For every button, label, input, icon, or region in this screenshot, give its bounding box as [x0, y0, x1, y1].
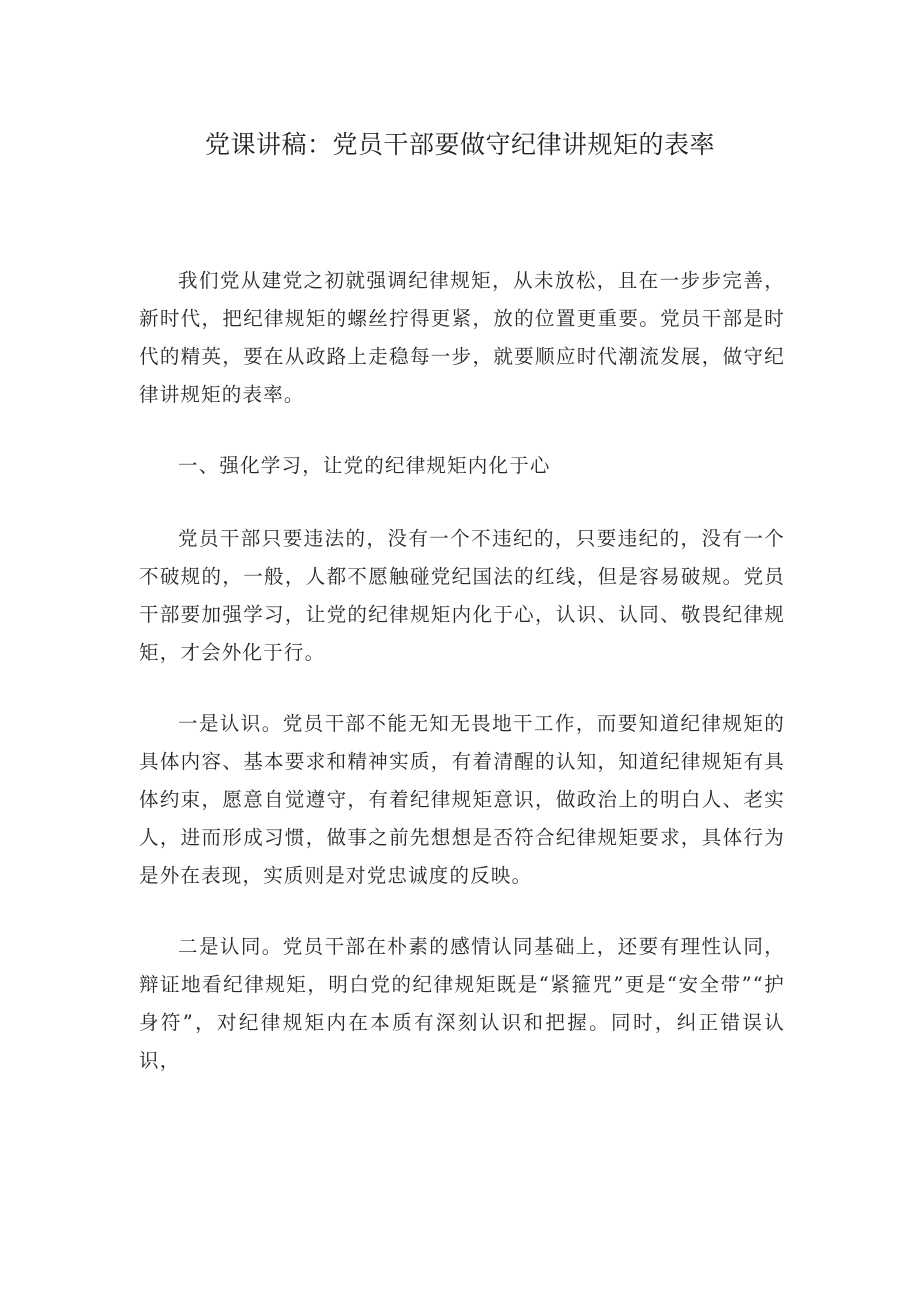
paragraph-intro: 我们党从建党之初就强调纪律规矩，从未放松，且在一步步完善，新时代，把纪律规矩的螺丝拧得更紧，放的位置更重要。党员干部是时代的精英，要在从政路上走稳每一步，就要顺应时代潮流发展，做守纪律讲规矩的表率。 [139, 269, 785, 406]
paragraph-section-1: 党员干部只要违法的，没有一个不违纪的，只要违纪的，没有一个不破规的，一般，人都不愿触碰党纪国法的红线，但是容易破规。党员干部要加强学习，让党的纪律规矩内化于心，认识、认同、敬畏纪律规矩，才会外化于行。 [139, 527, 785, 664]
document-body [139, 262, 785, 1113]
paragraph-identification: 二是认同。党员干部在朴素的感情认同基础上，还要有理性认同，辩证地看纪律规矩，明白党的纪律规矩既是“紧箍咒”更是“安全带”“护身符”，对纪律规矩内在本质有深刻认识和把握。同时，纠正错误认识， [139, 935, 785, 1072]
paragraph-recognition: 一是认识。党员干部不能无知无畏地干工作，而要知道纪律规矩的具体内容、基本要求和精神实质，有着清醒的认知，知道纪律规矩有具体约束，愿意自觉遵守，有着纪律规矩意识，做政治上的明白人、老实人，进而形成习惯，做事之前先想想是否符合纪律规矩要求，具体行为是外在表现，实质则是对党忠诚度的反映。 [139, 712, 785, 887]
section-heading-1: 一、强化学习，让党的纪律规矩内化于心 [178, 454, 551, 477]
document-title: 党课讲稿：党员干部要做守纪律讲规矩的表率 [204, 130, 715, 159]
